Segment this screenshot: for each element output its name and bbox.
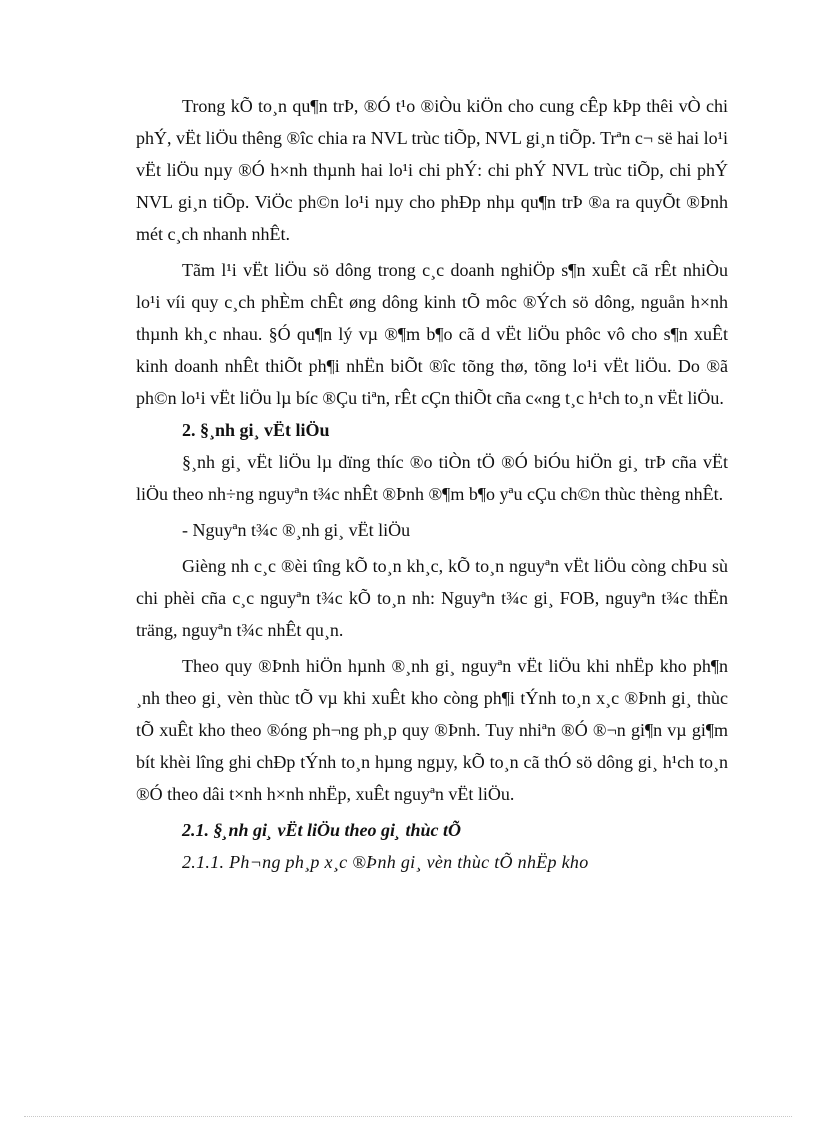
document-body bbox=[136, 90, 728, 878]
heading-material-valuation: 2. §¸nh gi¸ vËt liÖu bbox=[182, 420, 330, 440]
paragraph-material-summary: Tãm l¹i vËt liÖu sö dông trong c¸c doanh nghiÖp s¶n xuÊt cã rÊt nhiÒu lo¹i víi quy c¸ch phÈm chÊt øng dông kinh tÕ môc ®Ých sö dông, nguån h×nh thµnh kh¸c nhau. §Ó qu¶n lý vµ ®¶m b¶o cã d vËt liÖu phôc vô cho s¶n xuÊt kinh doanh nhÊt thiÕt ph¶i nhËn biÕt ®îc tõng thø, tõng lo¹i vËt liÖu. Do ®ã ph©n lo¹i vËt liÖu lµ bíc ®Çu tiªn, rÊt cÇn thiÕt cña c«ng t¸c h¹ch to¸n vËt liÖu. bbox=[136, 260, 728, 408]
bullet-valuation-principle: - Nguyªn t¾c ®¸nh gi¸ vËt liÖu bbox=[182, 520, 411, 540]
paragraph-accounting-principles: Gièng nh c¸c ®èi tîng kÕ to¸n kh¸c, kÕ to¸n nguyªn vËt liÖu còng chÞu sù chi phèi cña c¸c nguyªn t¾c kÕ to¸n nh: Nguyªn t¾c gi¸ FOB, nguyªn t¾c thËn träng, nguyªn t¾c nhÊt qu¸n. bbox=[136, 556, 728, 640]
paragraph-valuation-definition: §¸nh gi¸ vËt liÖu lµ dïng thíc ®o tiÒn tÖ ®Ó biÓu hiÖn gi¸ trÞ cña vËt liÖu theo nh÷ng nguyªn t¾c nhÊt ®Þnh ®¶m b¶o yªu cÇu ch©n thùc thèng nhÊt. bbox=[136, 452, 728, 504]
paragraph-current-regulation: Theo quy ®Þnh hiÖn hµnh ®¸nh gi¸ nguyªn vËt liÖu khi nhËp kho ph¶n ¸nh theo gi¸ vèn thùc tÕ vµ khi xuÊt kho còng ph¶i tÝnh to¸n x¸c ®Þnh gi¸ thùc tÕ xuÊt kho theo ®óng ph¬ng ph¸p quy ®Þnh. Tuy nhiªn ®Ó ®¬n gi¶n vµ gi¶m bít khèi lîng ghi chÐp tÝnh to¸n hµng ngµy, kÕ to¸n cã thÓ sö dông gi¸ h¹ch to¸n ®Ó theo dâi t×nh h×nh nhËp, xuÊt nguyªn vËt liÖu. bbox=[136, 656, 728, 804]
heading-actual-cost-method: 2.1.1. Ph¬ng ph¸p x¸c ®Þnh gi¸ vèn thùc tÕ nhËp kho bbox=[182, 852, 589, 872]
paragraph-management-accounting: Trong kÕ to¸n qu¶n trÞ, ®Ó t¹o ®iÒu kiÖn cho cung cÊp kÞp thêi vÒ chi phÝ, vËt liÖu thêng ®îc chia ra NVL trùc tiÕp, NVL gi¸n tiÕp. Trªn c¬ së hai lo¹i vËt liÖu nµy ®Ó h×nh thµnh hai lo¹i chi phÝ: chi phÝ NVL trùc tiÕp, chi phÝ NVL gi¸n tiÕp. ViÖc ph©n lo¹i nµy cho phÐp nhµ qu¶n trÞ ®a ra quyÕt ®Þnh mét c¸ch nhanh nhÊt. bbox=[136, 96, 728, 244]
heading-actual-price-valuation: 2.1. §¸nh gi¸ vËt liÖu theo gi¸ thùc tÕ bbox=[182, 820, 462, 840]
page-bottom-divider bbox=[24, 1116, 792, 1117]
